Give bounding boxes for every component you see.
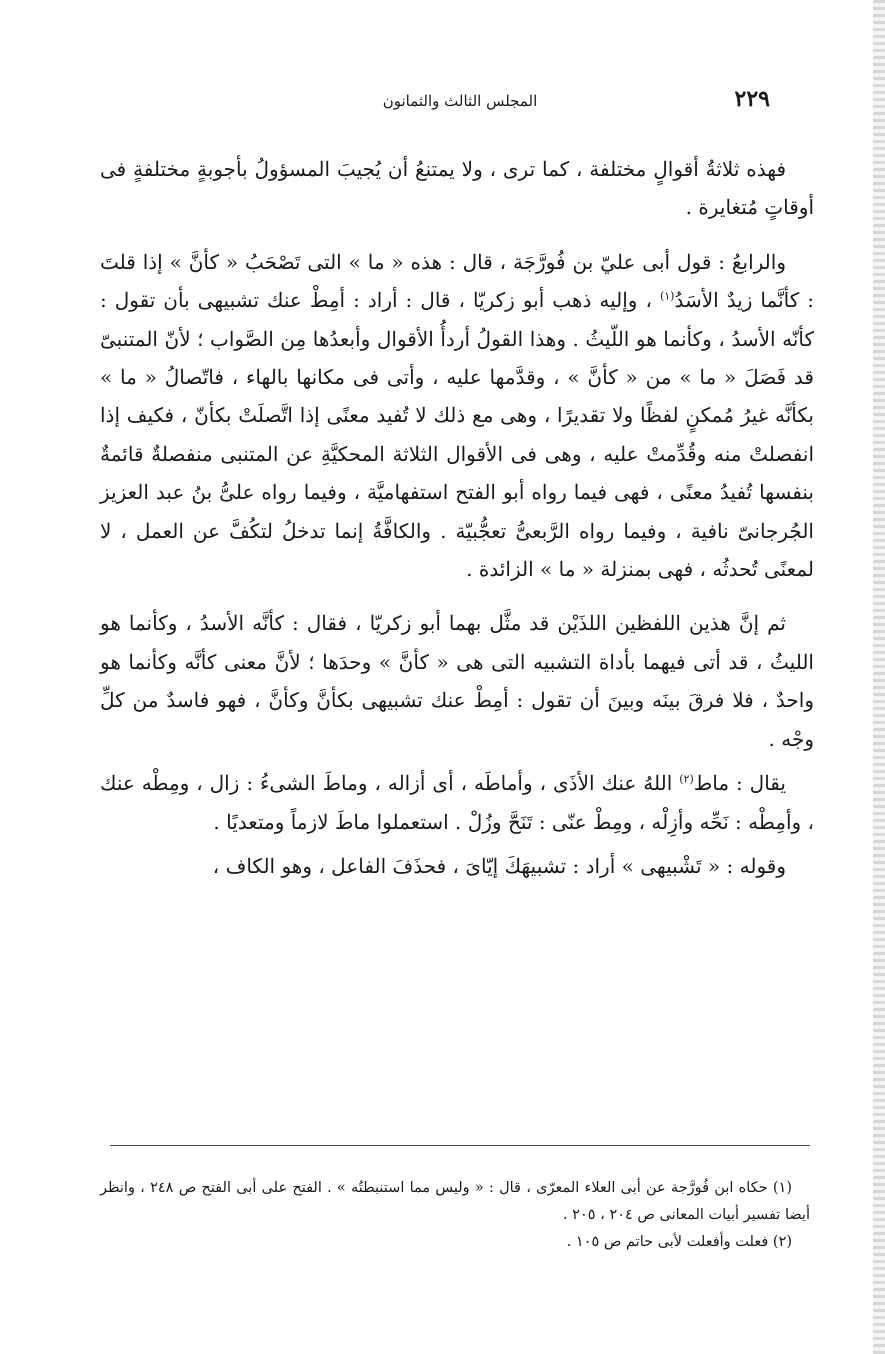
paragraph-2-start: والرابعُ : قول أبى عليّ بن فُورَّجَة ، قال : هذه « ما » التى تَصْحَبُ « كأنَّ » إذا قلتَ : كأنَّما زيدٌ الأسَدُ [100, 249, 815, 313]
paragraph-1: فهذه ثلاثةُ أقوالٍ مختلفة ، كما ترى ، ولا يمتنعُ أن يُجيبَ المسؤولُ بأجوبةٍ مختلفةٍ فى أوقاتٍ مُتغايرة . [100, 157, 814, 220]
main-text [100, 150, 814, 885]
paragraph-4-rest: اللهُ عنك الأذَى ، وأماطَه ، أى أزاله ، وماطَ الشىءُ : زال ، ومِطْه عنك ، وأمِطْه : نَحِّه وأزِلْه ، ومِطْ عنّى : تَنَحَّ وزُلْ . استعملوا ماطَ لازماً ومتعديًا . [100, 771, 814, 834]
page-edge [873, 0, 885, 1354]
footnote-2: (٢) فعلت وأفعلت لأبى حاتم ص ١٠٥ . [566, 1234, 792, 1250]
footnote-1: (١) حكاه ابن فُورَّجة عن أبى العلاء المعرّى ، قال : « وليس مما استنبطتُه » . الفتح على أبى الفتح ص ٢٤٨ ، وانظر أيضا تفسير أبيات المعانى ص ٢٠٤ ، ٢٠٥ . [100, 1180, 810, 1223]
paragraph-4 [100, 764, 814, 841]
footnote-ref-2: (٢) [679, 772, 694, 786]
paragraph-2-rest: ، وإليه ذهب أبو زكريّا ، قال : أراد : أمِطْ عنك تشبيهى بأن تقول : كأنّه الأسدُ ، وكأنما هو اللّيثُ . وهذا القولُ أردأُ الأقوال وأبعدُها مِن الصَّواب ؛ لأنّ المتنبىّ قد فَصَلَ « ما » من « كأنَّ » ، وقدَّمها عليه ، وأتى فى مكانها بالهاء ، فاتّصالُ « ما » بكأنَّه غيرُ مُمكنٍ لفظًا ولا تقديرًا ، وهى مع ذلك لا تُفيد معنًى إذا اتَّصلَتْ بكأنّ ، فكيف إذا انفصلتْ منه وقُدِّمتْ عليه ، وهى فى الأقوال الثلاثة المحكيَّةِ عن المتنبى منفصلةٌ قائمةٌ بنفسها تُفيدُ معنًى ، فهى فيما رواه أبو الفتح استفهاميَّة ، وفيما رواه علىُّ بنُ عبد العزيز الجُرجانىّ نافية ، وفيما رواه الرَّبعىُّ تعجُّبيّة . والكافَّةُ إنما تدخلُ لتكُفَّ عن العمل ، لا لمعنًى تُحدثُه ، فهى بمنزلة « ما » الزائدة . [100, 288, 814, 582]
page-header [110, 84, 810, 118]
paragraph-3: ثم إنَّ هذين اللفظين اللذَيْن قد مثَّل بهما أبو زكريّا ، فقال : كأنَّه الأسدُ ، وكأنما هو الليثُ ، قد أتى فيهما بأداة التشبيه التى هى « كأنَّ » وحدَها ؛ لأنَّ معنى كأنَّه وكأنما هو واحدٌ ، فلا فرقَ بينَه وبينَ أن تقول : أمِطْ عنك تشبيهى بكأنَّ وكأنَّ ، فهو فاسدٌ من كلِّ وجْه . [100, 611, 814, 751]
footnotes [100, 1175, 810, 1256]
page-number: ٢٢٩ [734, 86, 770, 112]
footnote-separator [110, 1145, 810, 1146]
paragraph-2 [100, 243, 814, 589]
paragraph-5: وقوله : « تَشْبيهى » أراد : تشبيهَكَ إيّاىَ ، فحذَفَ الفاعل ، وهو الكاف ، [212, 853, 786, 878]
running-head: المجلس الثالث والثمانون [382, 92, 538, 110]
footnote-ref-1: (١) [659, 289, 675, 303]
paragraph-4-start: يقال : ماط [693, 771, 786, 796]
